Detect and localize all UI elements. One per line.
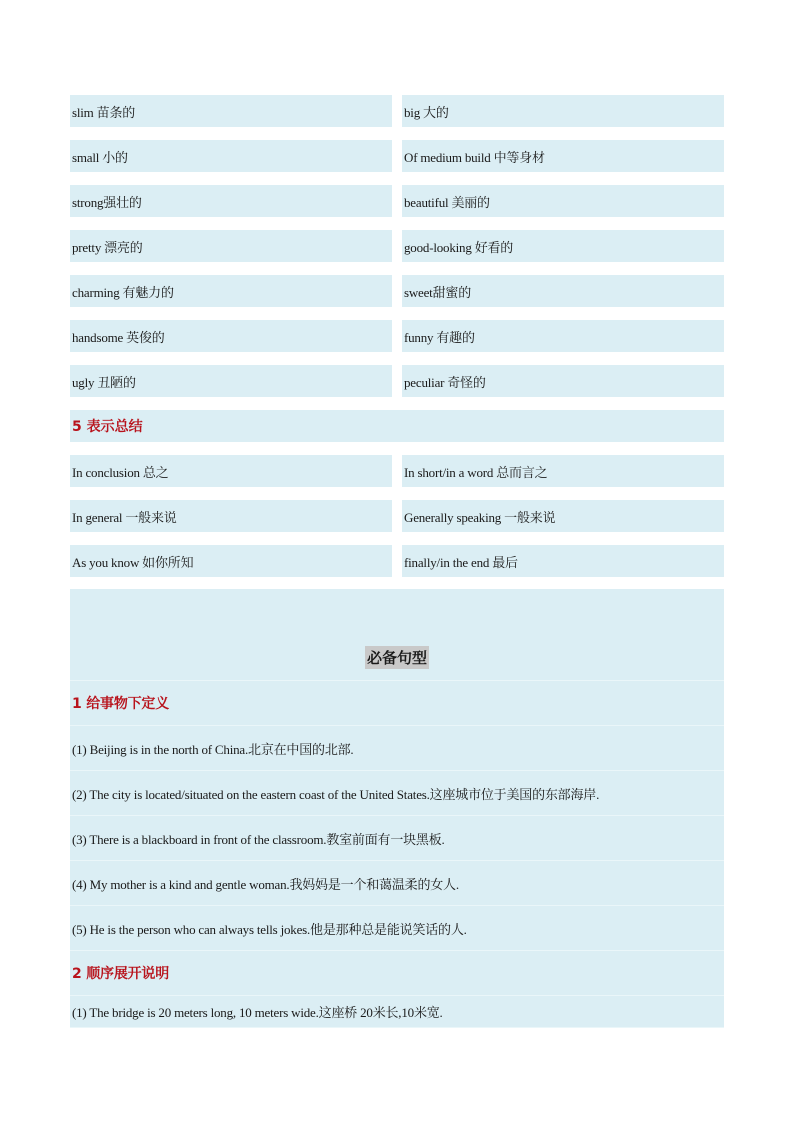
vocab-cell: beautiful 美丽的 <box>402 185 724 217</box>
vocab-cell: good-looking 好看的 <box>402 230 724 262</box>
vocab-cell: pretty 漂亮的 <box>70 230 392 262</box>
subsection-heading-row <box>70 681 724 726</box>
vocab-cell: peculiar 奇怪的 <box>402 365 724 397</box>
sentence-item: (3) There is a blackboard in front of the classroom.教室前面有一块黑板. <box>70 816 724 861</box>
table-row <box>70 500 724 532</box>
block-title-row <box>70 635 724 681</box>
table-row <box>70 140 724 172</box>
summary-cell: In general 一般来说 <box>70 500 392 532</box>
summary-cell: finally/in the end 最后 <box>402 545 724 577</box>
block-spacer <box>70 589 724 635</box>
vocab-cell: strong强壮的 <box>70 185 392 217</box>
table-row <box>70 365 724 397</box>
vocab-cell: ugly 丑陋的 <box>70 365 392 397</box>
vocab-cell: sweet甜蜜的 <box>402 275 724 307</box>
vocab-table <box>70 95 724 397</box>
vocab-cell: slim 苗条的 <box>70 95 392 127</box>
table-row <box>70 230 724 262</box>
page-title: 必备句型 <box>365 646 429 669</box>
vocab-cell: big 大的 <box>402 95 724 127</box>
sentence-item: (4) My mother is a kind and gentle woman.我妈妈是一个和蔼温柔的女人. <box>70 861 724 906</box>
table-row <box>70 545 724 577</box>
document-page <box>70 95 724 1028</box>
summary-cell: Generally speaking 一般来说 <box>402 500 724 532</box>
sentence-item: (5) He is the person who can always tells jokes.他是那种总是能说笑话的人. <box>70 906 724 951</box>
section-heading <box>70 410 724 442</box>
vocab-cell: handsome 英俊的 <box>70 320 392 352</box>
table-row <box>70 185 724 217</box>
summary-cell: In conclusion 总之 <box>70 455 392 487</box>
section-5-heading: 5 表示总结 <box>72 419 143 435</box>
summary-cell: In short/in a word 总而言之 <box>402 455 724 487</box>
table-row <box>70 455 724 487</box>
vocab-cell: small 小的 <box>70 140 392 172</box>
sentence-patterns-block <box>70 589 724 1028</box>
vocab-cell: funny 有趣的 <box>402 320 724 352</box>
vocab-cell: charming 有魅力的 <box>70 275 392 307</box>
summary-cell: As you know 如你所知 <box>70 545 392 577</box>
sentence-item: (2) The city is located/situated on the eastern coast of the United States.这座城市位于美国的东部海岸. <box>70 771 724 816</box>
subsection-heading-row <box>70 951 724 996</box>
vocab-cell: Of medium build 中等身材 <box>402 140 724 172</box>
subsection-1-heading: 1 给事物下定义 <box>72 696 170 712</box>
sentence-item: (1) Beijing is in the north of China.北京在中国的北部. <box>70 726 724 771</box>
sentence-item: (1) The bridge is 20 meters long, 10 meters wide.这座桥 20米长,10米宽. <box>70 996 724 1028</box>
table-row <box>70 95 724 127</box>
subsection-2-heading: 2 顺序展开说明 <box>72 966 170 982</box>
table-row <box>70 320 724 352</box>
table-row <box>70 275 724 307</box>
